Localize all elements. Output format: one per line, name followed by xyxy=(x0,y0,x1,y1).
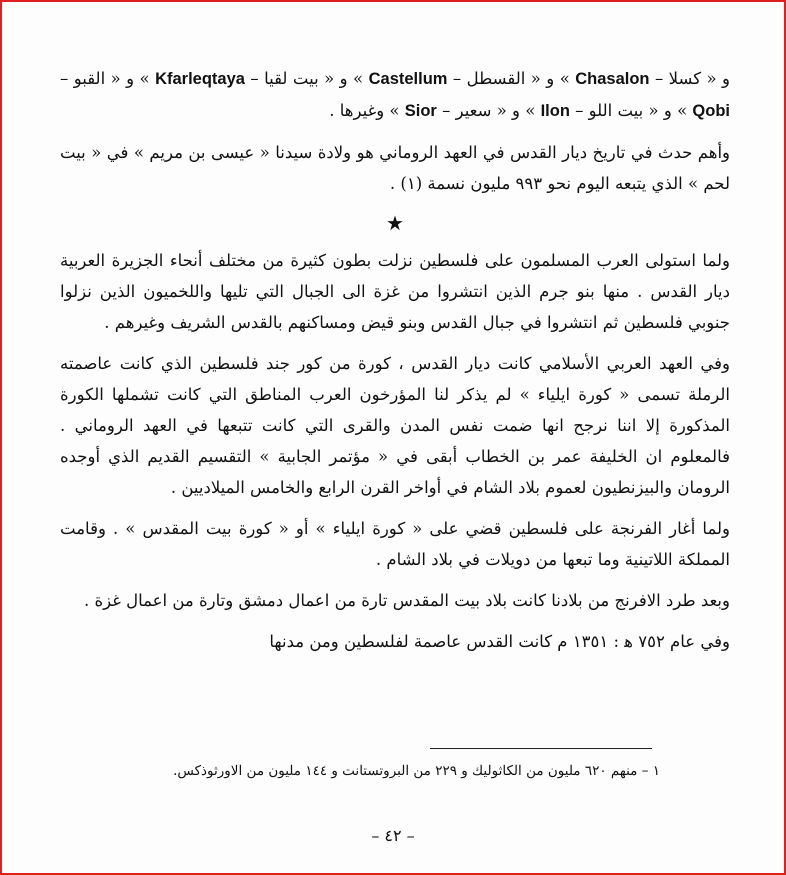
paragraph-islamic-era: وفي العهد العربي الأسلامي كانت ديار القدس ، كورة من كور جند فلسطين الذي كانت عاصمته الرملة تسمى « كورة ايلياء » لم يذكر لنا المؤرخون العرب المناطق التي كانت تشملها الكورة المذكورة إلا اننا نرجح انها ضمت نفس المدن والقرى التي كانت تتبعها في العهد الروماني . فالمعلوم ان الخليفة عمر بن الخطاب أبقى في « مؤتمر الجابية » التقسيم القديم الذي أوجده الرومان والبيزنطيون لعموم بلاد الشام في أواخر القرن الرابع والخامس الميلاديين . xyxy=(60,354,730,497)
footnote: ١ – منهم ٦٢٠ مليون من الكاثوليك و ٢٢٩ من البروتستانت و ١٤٤ مليون من الاورثوذكس. xyxy=(173,763,660,779)
text-span: » و « بيت لقيا – xyxy=(244,69,369,88)
page-number: – ٤٢ – xyxy=(371,826,415,845)
paragraph-roman-era: وأهم حدث في تاريخ ديار القدس في العهد الروماني هو ولادة سيدنا « عيسى بن مريم » في « بيت لحم » الذي يتبعه اليوم نحو ٩٩٣ مليون نسمة (١) . xyxy=(60,143,730,193)
text-span: » و « القسطل – xyxy=(447,69,576,88)
paragraph-after-crusaders: وبعد طرد الافرنج من بلادنا كانت بلاد بيت المقدس تارة من اعمال دمشق وتارة من اعمال غزة . xyxy=(84,591,730,610)
latin-term-castellum: Castellum xyxy=(368,70,448,88)
text-span: » و « بيت اللو – xyxy=(569,101,693,120)
latin-term-ilon: Ilon xyxy=(540,102,570,120)
text-span: و « كسلا – xyxy=(649,69,731,88)
paragraph-year-752: وفي عام ٧٥٢ ﻫ : ١٣٥١ م كانت القدس عاصمة لفلسطين ومن مدنها xyxy=(269,632,730,651)
text-span: » و « القبو – xyxy=(60,69,156,88)
latin-term-qobi: Qobi xyxy=(692,102,730,120)
text-span: » وغيرها . xyxy=(329,101,405,120)
text-span: » و « سعير – xyxy=(436,101,541,120)
document-body xyxy=(60,55,730,667)
paragraph-arab-tribes: ولما استولى العرب المسلمون على فلسطين نزلت بطون كثيرة من مختلف أنحاء الجزيرة العربية ديار القدس . منها بنو جرم الذين انتشروا من غزة الى الجبال التي تليها واللخميون الذين نزلوا جنوبي فلسطين ثم انتشروا في جبال القدس وبنو قيض ومساكنهم بالقدس الشريف وغيرهم . xyxy=(60,251,730,332)
latin-term-chasalon: Chasalon xyxy=(575,70,650,88)
paragraph-crusaders: ولما أغار الفرنجة على فلسطين قضي على « كورة ايلياء » أو « كورة بيت المقدس » . وقامت المملكة اللاتينية وما تبعها من دويلات في بلاد الشام . xyxy=(60,519,730,569)
star-separator-icon: ★ xyxy=(386,211,404,235)
footnote-divider xyxy=(430,748,652,749)
latin-term-sior: Sior xyxy=(404,102,437,120)
paragraph-place-names xyxy=(60,63,730,127)
latin-term-kfarleqtaya: Kfarleqtaya xyxy=(155,70,245,88)
